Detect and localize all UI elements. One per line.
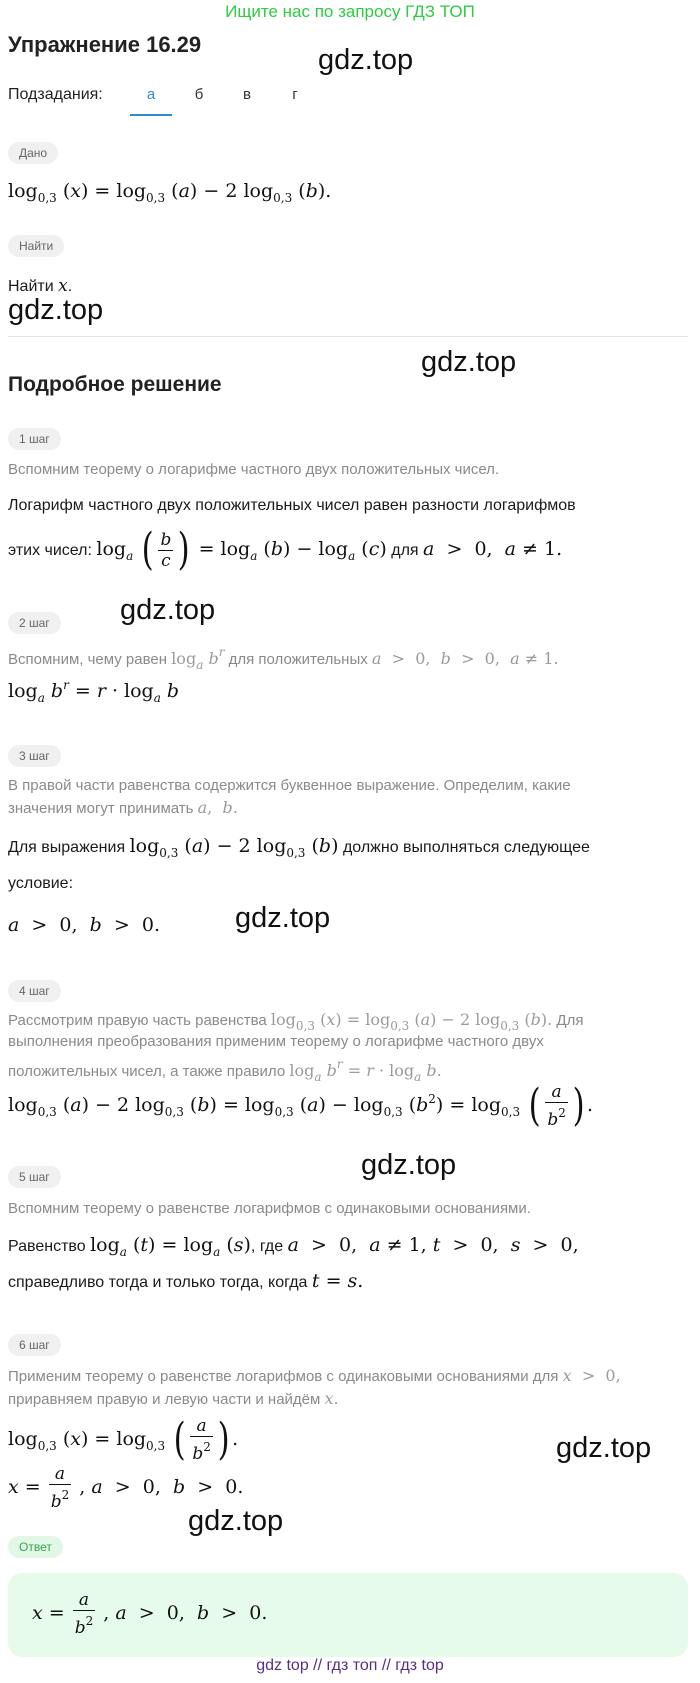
step6-equation: $\log_{0,3} (x) = \log_{0,3}$ ( $\frac{a}{b^2}$ ) . (8, 1414, 239, 1465)
watermark: gdz.top (318, 44, 414, 76)
step3-main-line1: Для выражения $\log_{0,3} (a) - 2$ $\log_{0,3} (b)$ должно выполняться следующее (8, 835, 590, 860)
step6-hint-line2: приравняем правую и левую части и найдём x. (8, 1389, 339, 1408)
tab-g[interactable]: г (292, 86, 298, 103)
watermark: gdz.top (188, 1505, 284, 1537)
watermark: gdz.top (235, 902, 331, 934)
footer-link-2[interactable]: гдз топ (326, 1657, 378, 1674)
watermark: gdz.top (556, 1432, 652, 1464)
footer-link-3[interactable]: гдз top (395, 1657, 444, 1674)
step1-badge: 1 шаг (8, 428, 61, 450)
step1-line2: этих чисел: $\log_a$ ( $\frac{b}{c}$ ) = $\log_a (b) - \log_a (c)$ для a > 0, a ≠ 1. (8, 524, 563, 575)
step4-hint-line3: положительных чисел, а также правило $\log_a b^r = r \cdot \log_a b$. (8, 1057, 442, 1084)
step5-main-line1: Равенство $\log_a (t) = \log_a (s)$, где a > 0, a ≠ 1, t > 0, s > 0, (8, 1234, 579, 1259)
step3-condition: a > 0, b > 0. (8, 914, 161, 936)
step2-hint: Вспомним, чему равен $\log_a b^r$ для положительных a > 0, b > 0, a ≠ 1. (8, 645, 559, 672)
solution-title: Подробное решение (8, 373, 222, 396)
given-equation: $\log_{0,3} (x) = \log_{0,3} (a) - 2$ $\log_{0,3} (b)$. (8, 180, 332, 205)
watermark: gdz.top (120, 594, 216, 626)
step5-main-line2: справедливо тогда и только тогда, когда t = s. (8, 1270, 364, 1292)
find-text: Найти x. (8, 276, 73, 296)
step3-hint-line2: значения могут принимать a, b. (8, 798, 238, 817)
section-divider (8, 336, 688, 337)
watermark: gdz.top (361, 1149, 457, 1181)
watermark: gdz.top (421, 346, 517, 378)
step6-badge: 6 шаг (8, 1334, 61, 1356)
active-tab-indicator (130, 114, 172, 116)
given-badge: Дано (8, 142, 58, 164)
tab-b[interactable]: б (194, 86, 204, 103)
step4-hint-line1: Рассмотрим правую часть равенства $\log_{0,3} (x) = \log_{0,3} (a) - 2$ $\log_{0,3} (b)$. Для (8, 1010, 584, 1033)
search-banner: Ищите нас по запросу ГДЗ ТОП (225, 2, 475, 21)
find-badge: Найти (8, 235, 64, 257)
tab-a[interactable]: а (146, 86, 156, 103)
step1-line1: Логарифм частного двух положительных чисел равен разности логарифмов (8, 497, 576, 514)
step1-hint: Вспомним теорему о логарифме частного двух положительных чисел. (8, 461, 500, 478)
tab-v[interactable]: в (243, 86, 251, 103)
step3-hint-line1: В правой части равенства содержится буквенное выражение. Определим, какие (8, 777, 571, 794)
step4-badge: 4 шаг (8, 980, 61, 1002)
step2-formula: $\log_a b^r = r \cdot \log_a b$ (8, 678, 180, 705)
subtasks-label: Подзадания: (8, 86, 103, 103)
step6-result: x = $\frac{a}{b^2}$ , a > 0, b > 0. (8, 1464, 244, 1512)
step4-formula: $\log_{0,3} (a) - 2$ $\log_{0,3} (b) = \log_{0,3} (a) - \log_{0,3} (b^2) = \log_{0,3}$ ( $\frac{a}{b^2}$ ) . (8, 1080, 594, 1131)
footer-link-1[interactable]: gdz top (256, 1657, 309, 1674)
page-title: Упражнение 16.29 (8, 32, 202, 57)
step3-badge: 3 шаг (8, 745, 61, 767)
step2-badge: 2 шаг (8, 612, 61, 634)
answer-formula: x = $\frac{a}{b^2}$ , a > 0, b > 0. (32, 1590, 268, 1638)
step5-badge: 5 шаг (8, 1166, 61, 1188)
step6-hint-line1: Применим теорему о равенстве логарифмов с одинаковыми основаниями для x > 0, (8, 1366, 621, 1385)
watermark: gdz.top (8, 294, 104, 326)
footer-links: gdz top // гдз топ // гдз top (256, 1657, 444, 1674)
step4-hint-line2: выполнения преобразования применим теорему о логарифме частного двух (8, 1033, 544, 1050)
answer-badge: Ответ (8, 1536, 63, 1558)
step3-main-line2: условие: (8, 875, 74, 892)
step5-hint: Вспомним теорему о равенстве логарифмов с одинаковыми основаниями. (8, 1200, 531, 1217)
